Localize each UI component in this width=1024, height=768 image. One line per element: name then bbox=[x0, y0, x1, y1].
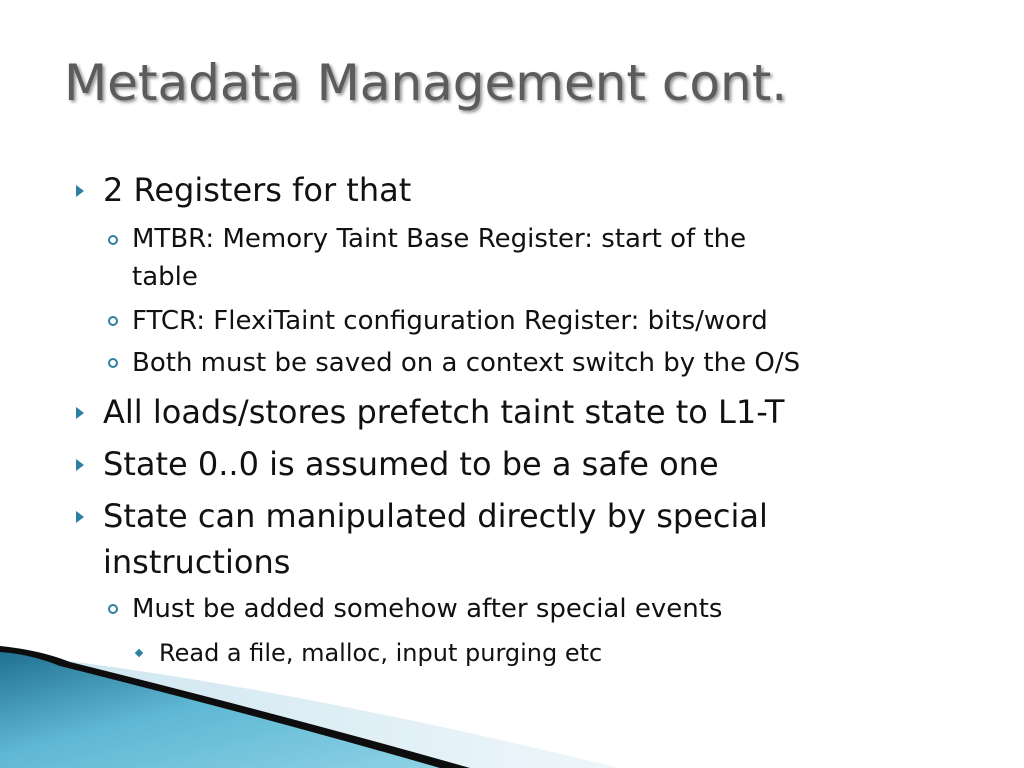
bullet-text: MTBR: Memory Taint Base Register: start of the bbox=[132, 224, 747, 254]
bullet-text-continuation: table bbox=[132, 262, 198, 292]
slide-title: Metadata Management cont. bbox=[64, 54, 788, 112]
bullet-text: FTCR: FlexiTaint configuration Register: bits/word bbox=[132, 306, 768, 336]
bullet-text: Read a file, malloc, input purging etc bbox=[159, 639, 603, 667]
bullet-text-continuation: instructions bbox=[103, 543, 291, 581]
bullet-text: Both must be saved on a context switch by the O/S bbox=[132, 348, 801, 378]
bullet-text: Must be added somehow after special events bbox=[132, 594, 723, 624]
bullet-text: State 0..0 is assumed to be a safe one bbox=[103, 445, 719, 483]
bullet-text: All loads/stores prefetch taint state to L1-T bbox=[103, 393, 785, 431]
bullet-text: 2 Registers for that bbox=[103, 171, 412, 209]
bullet-text: State can manipulated directly by special bbox=[103, 497, 768, 535]
